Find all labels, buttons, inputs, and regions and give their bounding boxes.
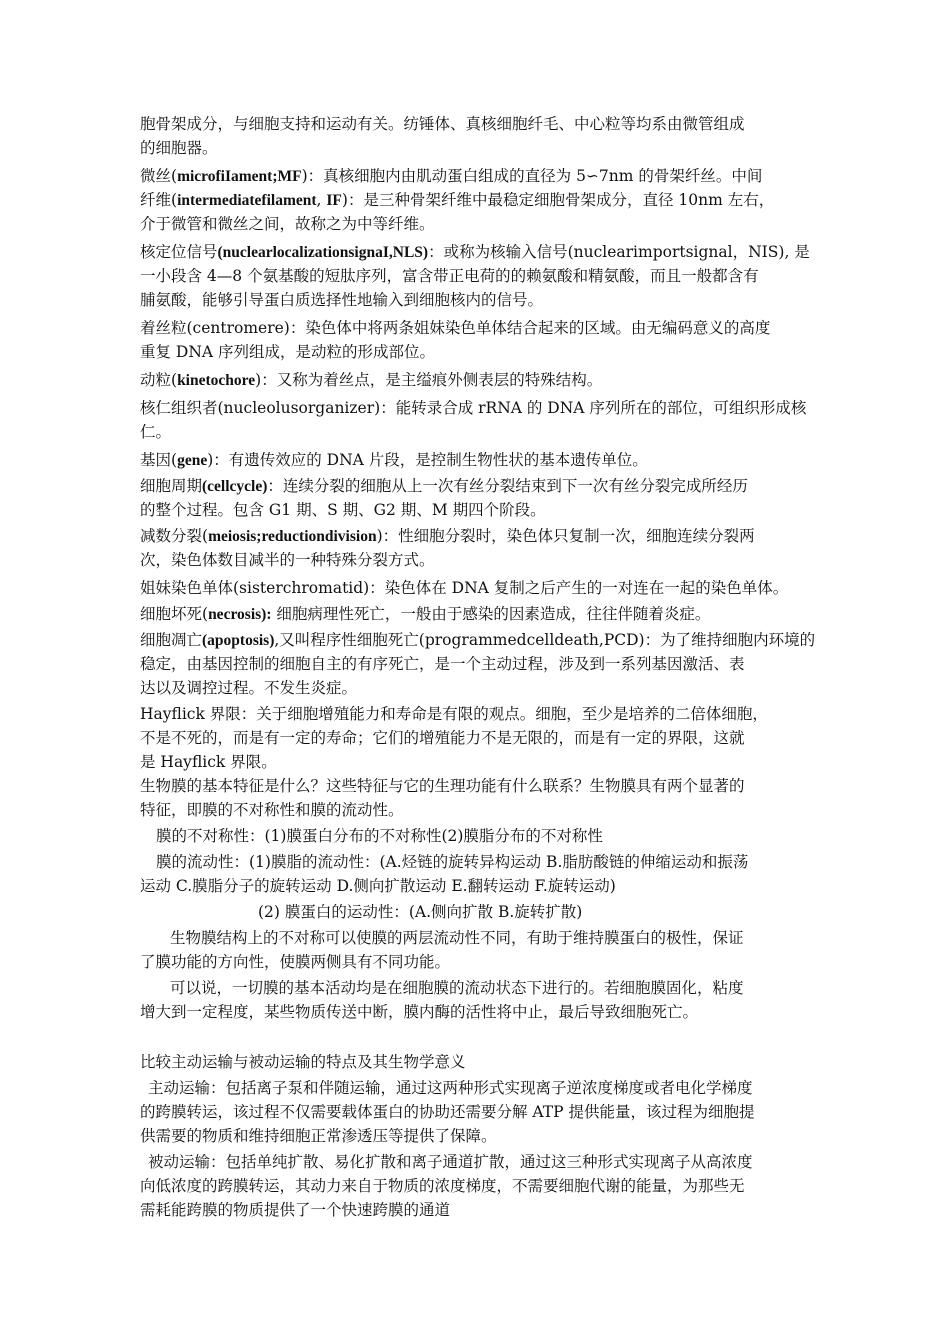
text-segment: 姐妹染色单体(sisterchromatid)：染色体在 DNA 复制之后产生的一对连在一起的染色单体。 bbox=[140, 579, 789, 597]
text-line bbox=[140, 798, 404, 822]
text-segment: 重复 DNA 序列组成，是动粒的形成部位。 bbox=[140, 343, 436, 361]
text-segment: 生物膜结构上的不对称可以使膜的两层流动性不同，有助于维持膜蛋白的极性，保证 bbox=[170, 929, 744, 947]
text-segment: 减数分裂( bbox=[140, 527, 209, 545]
text-line bbox=[156, 824, 603, 848]
text-segment: 核定位信号 bbox=[140, 243, 218, 261]
text-line bbox=[140, 1124, 497, 1148]
text-line bbox=[140, 774, 745, 798]
text-line bbox=[170, 976, 744, 1000]
bold-term: (cellcycle) bbox=[202, 478, 268, 495]
text-segment: )：是三种骨架纤维中最稳定细胞骨架成分，直径 10nm 左右， bbox=[341, 191, 775, 209]
text-line bbox=[140, 676, 357, 700]
text-segment: 膜的流动性：(1)膜脂的流动性：(A.烃链的旋转异构运动 B.脂肪酸链的伸缩运动和振荡 bbox=[156, 853, 749, 871]
text-line bbox=[140, 316, 770, 340]
text-line bbox=[140, 950, 450, 974]
text-segment: 不是不死的，而是有一定的寿命；它们的增殖能力不是无限的，而是有一定的界限，这就 bbox=[140, 729, 745, 747]
text-segment: )：真核细胞内由肌动蛋白组成的直径为 5∽7nm 的骨架纤丝。中间 bbox=[301, 167, 763, 185]
text-segment: 次，染色体数目减半的一种特殊分裂方式。 bbox=[140, 551, 435, 569]
text-segment: ：或称为核输入信号(nuclearimportsignal，NIS), 是 bbox=[428, 243, 810, 261]
text-segment: 脯氨酸，能够引导蛋白质选择性地输入到细胞核内的信号。 bbox=[140, 291, 544, 309]
text-line bbox=[140, 702, 768, 726]
text-line bbox=[140, 368, 602, 392]
text-segment: 一小段含 4—8 个氨基酸的短肽序列，富含带正电荷的的赖氨酸和精氨酸，而且一般都含有 bbox=[140, 267, 759, 285]
text-segment: )：性细胞分裂时，染色体只复制一次，细胞连续分裂两 bbox=[376, 527, 755, 545]
text-segment: 稳定，由基因控制的细胞自主的有序死亡，是一个主动过程，涉及到一系列基因激活、表 bbox=[140, 655, 745, 673]
text-segment: 细胞病理性死亡，一般由于感染的因素造成，往往伴随着炎症。 bbox=[271, 605, 711, 623]
text-segment: 达以及调控过程。不发生炎症。 bbox=[140, 679, 358, 697]
text-segment: 细胞周期 bbox=[140, 477, 203, 495]
text-segment: 的整个过程。包含 G1 期、S 期、G2 期、M 期四个阶段。 bbox=[140, 501, 546, 519]
text-line bbox=[148, 1076, 753, 1100]
text-segment: )：有遗传效应的 DNA 片段，是控制生物性状的基本遗传单位。 bbox=[207, 451, 648, 469]
text-line bbox=[140, 474, 748, 498]
text-segment: 供需要的物质和维持细胞正常渗透压等提供了保障。 bbox=[140, 1127, 497, 1145]
text-segment: 需耗能跨膜的物质提供了一个快速跨膜的通道 bbox=[140, 1201, 451, 1219]
text-line bbox=[140, 112, 745, 136]
text-segment: )：又称为着丝点，是主缢痕外侧表层的特殊结构。 bbox=[255, 371, 603, 389]
bold-term: meiosis;reductiondivision bbox=[208, 528, 377, 545]
text-line bbox=[148, 1150, 753, 1174]
text-segment: 可以说，一切膜的基本活动均是在细胞膜的流动状态下进行的。若细胞膜固化，粘度 bbox=[170, 979, 744, 997]
text-line bbox=[140, 1100, 754, 1124]
text-segment: Hayflick 界限：关于细胞增殖能力和寿命是有限的观点。细胞，至少是培养的二倍体细胞， bbox=[140, 705, 768, 723]
text-line bbox=[156, 850, 748, 874]
bold-term: intermediatefilament bbox=[177, 192, 317, 209]
text-line bbox=[140, 576, 788, 600]
text-line bbox=[140, 652, 745, 676]
text-segment: 的跨膜转运，该过程不仅需要载体蛋白的协助还需要分解 ATP 提供能量，该过程为细胞提 bbox=[140, 1103, 755, 1121]
text-line bbox=[140, 136, 218, 160]
text-segment: 纤维( bbox=[140, 191, 178, 209]
bold-term: microfiIament;MF bbox=[177, 168, 302, 185]
text-line bbox=[140, 628, 815, 652]
text-segment: 细胞坏死( bbox=[140, 605, 209, 623]
text-segment: 细胞凋亡 bbox=[140, 631, 203, 649]
text-line bbox=[140, 1174, 745, 1198]
text-segment: 核仁组织者(nucleolusorganizer)：能转录合成 rRNA 的 DNA 序列所在的部位，可组织形成核 bbox=[140, 399, 807, 417]
text-line bbox=[140, 164, 762, 188]
bold-term: necrosis): bbox=[208, 606, 272, 623]
text-segment: 膜的不对称性：(1)膜蛋白分布的不对称性(2)膜脂分布的不对称性 bbox=[156, 827, 603, 845]
text-segment: 向低浓度的跨膜转运，其动力来自于物质的浓度梯度，不需要细胞代谢的能量，为那些无 bbox=[140, 1177, 745, 1195]
text-segment: 是 Hayflick 界限。 bbox=[140, 753, 277, 771]
text-line bbox=[140, 212, 435, 236]
text-line bbox=[140, 498, 546, 522]
text-segment: 运动 C.膜脂分子的旋转运动 D.侧向扩散运动 E.翻转运动 F.旋转运动) bbox=[140, 877, 616, 895]
text-segment: 了膜功能的方向性，使膜两侧具有不同功能。 bbox=[140, 953, 451, 971]
text-line bbox=[140, 1000, 698, 1024]
text-segment: 动粒( bbox=[140, 371, 178, 389]
text-line bbox=[140, 264, 759, 288]
text-segment: 生物膜的基本特征是什么？这些特征与它的生理功能有什么联系？生物膜具有两个显著的 bbox=[140, 777, 745, 795]
text-segment: 介于微管和微丝之间，故称之为中等纤维。 bbox=[140, 215, 435, 233]
text-line bbox=[140, 750, 277, 774]
text-line bbox=[140, 448, 648, 472]
text-segment: 着丝粒(centromere)：染色体中将两条姐妹染色单体结合起来的区域。由无编码意义的高度 bbox=[140, 319, 771, 337]
text-segment: 的细胞器。 bbox=[140, 139, 218, 157]
text-segment: 增大到一定程度，某些物质传送中断，膜内酶的活性将中止，最后导致细胞死亡。 bbox=[140, 1003, 699, 1021]
text-line bbox=[140, 240, 810, 264]
bold-term: gene bbox=[177, 452, 208, 469]
text-segment: ,又叫程序性细胞死亡(programmedcelldeath,PCD)：为了维持细胞内环境的 bbox=[274, 631, 816, 649]
text-line bbox=[140, 524, 755, 548]
text-line bbox=[140, 1198, 450, 1222]
bold-term: IF bbox=[326, 192, 342, 209]
text-segment: ：连续分裂的细胞从上一次有丝分裂结束到下一次有丝分裂完成所经历 bbox=[267, 477, 748, 495]
text-line bbox=[140, 726, 745, 750]
text-line bbox=[140, 420, 171, 444]
bold-term: kinetochore bbox=[177, 372, 256, 389]
text-segment: 基因( bbox=[140, 451, 178, 469]
text-segment: 胞骨架成分，与细胞支持和运动有关。纺锤体、真核细胞纤毛、中心粒等均系由微管组成 bbox=[140, 115, 745, 133]
bold-term: (apoptosis) bbox=[202, 632, 275, 649]
text-line bbox=[140, 396, 806, 420]
text-line bbox=[140, 188, 774, 212]
text-line bbox=[170, 926, 744, 950]
text-segment: (2) 膜蛋白的运动性：(A.侧向扩散 B.旋转扩散) bbox=[258, 903, 583, 921]
text-segment: 仁。 bbox=[140, 423, 172, 441]
text-line bbox=[140, 602, 710, 626]
text-segment: 比较主动运输与被动运输的特点及其生物学意义 bbox=[140, 1053, 466, 1071]
text-line bbox=[140, 874, 616, 898]
text-line bbox=[140, 340, 435, 364]
text-segment: 主动运输：包括离子泵和伴随运输，通过这两种形式实现离子逆浓度梯度或者电化学梯度 bbox=[148, 1079, 753, 1097]
text-line bbox=[258, 900, 582, 924]
text-segment: 被动运输：包括单纯扩散、易化扩散和离子通道扩散，通过这三种形式实现离子从高浓度 bbox=[148, 1153, 753, 1171]
text-line bbox=[140, 1050, 466, 1074]
text-segment: 特征，即膜的不对称性和膜的流动性。 bbox=[140, 801, 404, 819]
text-line bbox=[140, 548, 435, 572]
text-segment: , bbox=[316, 191, 327, 209]
bold-term: (nuclearlocalizationsignaI,NLS) bbox=[217, 244, 429, 261]
text-line bbox=[140, 288, 543, 312]
text-segment: 微丝( bbox=[140, 167, 178, 185]
